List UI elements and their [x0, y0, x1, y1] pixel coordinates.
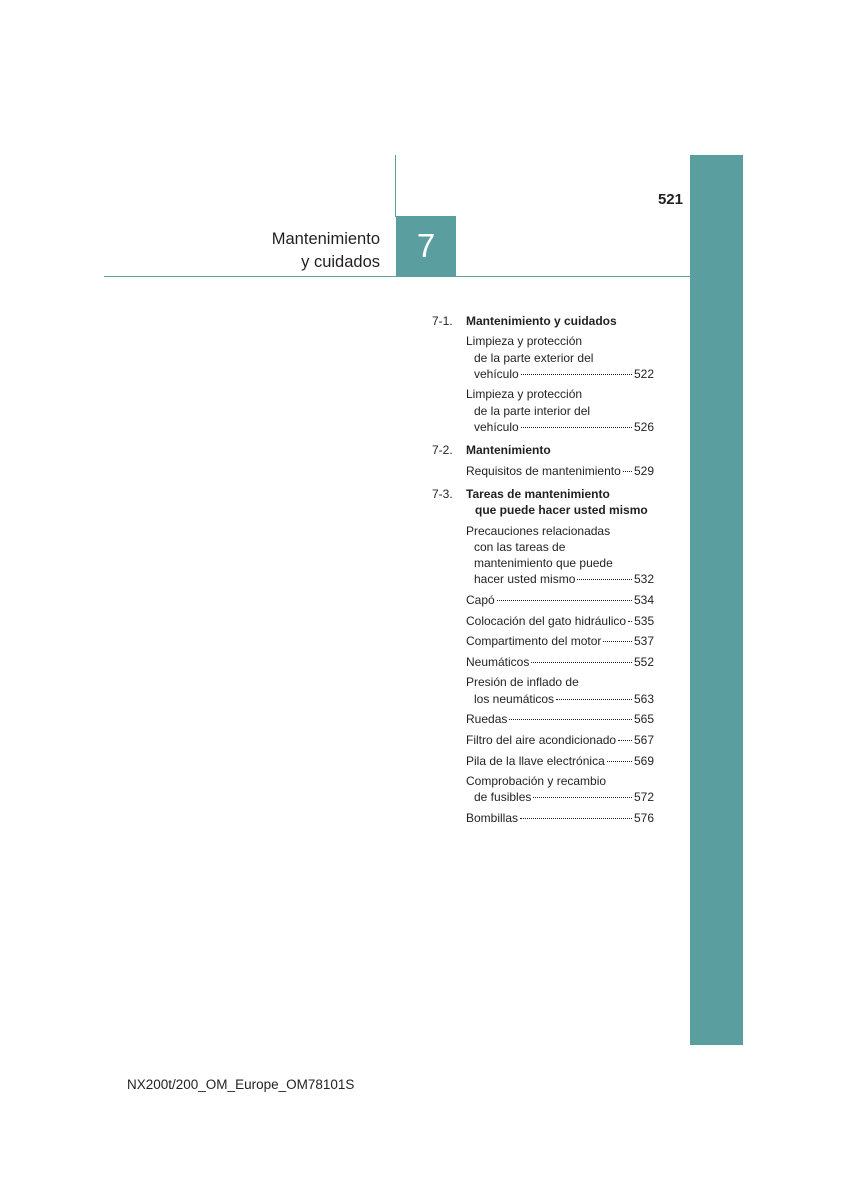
footer-document-id: NX200t/200_OM_Europe_OM78101S [127, 1077, 355, 1092]
chapter-title-line: y cuidados [301, 253, 380, 271]
dot-leader [521, 427, 632, 428]
entry-last-line [466, 654, 654, 670]
entry-last-line [466, 592, 654, 608]
entry-last-line [466, 463, 654, 479]
entry-page-number: 526 [633, 420, 654, 435]
entry-line: mantenimiento que puede [474, 556, 613, 571]
entry-last-line [466, 571, 654, 587]
toc-entry[interactable] [466, 753, 654, 769]
section-title [466, 442, 654, 458]
toc-entry[interactable] [466, 773, 654, 806]
toc-entry[interactable] [466, 592, 654, 608]
section-number: 7-3. [432, 486, 453, 501]
entry-line: de la parte interior del [474, 403, 591, 418]
toc-entry[interactable] [466, 732, 654, 748]
chapter-title [200, 228, 380, 274]
entry-line: hacer usted mismo [474, 572, 576, 587]
dot-leader [497, 600, 632, 601]
toc-entry[interactable] [466, 810, 654, 826]
dot-leader [556, 699, 632, 700]
entry-last-line [466, 613, 654, 629]
toc-entry[interactable] [466, 333, 654, 382]
entry-line: Precauciones relacionadas [466, 523, 611, 538]
toc-entry[interactable] [466, 613, 654, 629]
section-title-line: Mantenimiento y cuidados [466, 314, 617, 328]
toc-section [432, 442, 654, 479]
entry-line: Pila de la llave electrónica [466, 753, 605, 768]
dot-leader [628, 621, 632, 622]
toc-entry[interactable] [466, 386, 654, 435]
entry-page-number: 535 [634, 613, 655, 628]
entry-page-number: 567 [633, 732, 654, 747]
section-number: 7-2. [432, 443, 453, 458]
header-horizontal-rule [104, 276, 691, 277]
entry-last-line [466, 732, 654, 748]
entry-line: Presión de inflado de [466, 675, 579, 690]
section-title-line: Mantenimiento [466, 443, 551, 458]
entry-page-number: 576 [633, 810, 654, 825]
dot-leader [603, 641, 632, 642]
page-number: 521 [657, 191, 683, 208]
entry-line: Limpieza y protección [466, 387, 583, 402]
entry-last-line [466, 691, 654, 707]
entry-line: con las tareas de [474, 539, 566, 554]
toc-entry[interactable] [466, 633, 654, 649]
entry-last-line [466, 711, 654, 727]
entry-line: vehículo [474, 420, 519, 435]
entry-page-number: 569 [633, 753, 654, 768]
entry-line: Comprobación y recambio [466, 774, 607, 789]
entry-page-number: 552 [633, 654, 654, 669]
dot-leader [533, 797, 632, 798]
entry-line: vehículo [474, 366, 519, 381]
dot-leader [577, 579, 632, 580]
toc-entry[interactable] [466, 711, 654, 727]
toc-section [432, 486, 654, 826]
chapter-side-tab [690, 155, 743, 1045]
section-title-line: Tareas de mantenimiento [466, 486, 610, 501]
toc-entries [466, 333, 654, 435]
entry-line: Neumáticos [466, 654, 530, 669]
table-of-contents [432, 313, 654, 833]
entry-page-number: 563 [633, 691, 654, 706]
section-title-line: que puede hacer usted mismo [475, 503, 648, 518]
entry-line: Ruedas [466, 712, 508, 727]
entry-line: Filtro del aire acondicionado [466, 732, 617, 747]
entry-last-line [466, 419, 654, 435]
entry-last-line [466, 810, 654, 826]
toc-entry[interactable] [466, 674, 654, 707]
toc-entry[interactable] [466, 463, 654, 479]
entry-line: Limpieza y protección [466, 334, 583, 349]
chapter-number-box: 7 [396, 216, 456, 276]
entry-page-number: 572 [633, 790, 654, 805]
dot-leader [618, 740, 632, 741]
section-number: 7-1. [432, 314, 453, 328]
entry-line: de fusibles [474, 790, 532, 805]
entry-page-number: 537 [633, 634, 654, 649]
dot-leader [623, 471, 632, 472]
dot-leader [521, 374, 632, 375]
chapter-title-line: Mantenimiento [271, 230, 380, 248]
toc-section [432, 313, 654, 435]
dot-leader [531, 662, 632, 663]
entry-line: Requisitos de mantenimiento [466, 463, 621, 478]
toc-entry[interactable] [466, 654, 654, 670]
entry-page-number: 529 [633, 463, 654, 478]
entry-page-number: 532 [633, 572, 654, 587]
entry-line: de la parte exterior del [474, 350, 594, 365]
entry-line: Colocación del gato hidráulico [466, 613, 627, 628]
toc-entry[interactable] [466, 523, 654, 588]
entry-line: los neumáticos [474, 691, 555, 706]
dot-leader [607, 761, 632, 762]
entry-page-number: 534 [633, 593, 654, 608]
entry-line: Bombillas [466, 810, 519, 825]
dot-leader [520, 818, 632, 819]
entry-last-line [466, 753, 654, 769]
entry-line: Capó [466, 593, 495, 608]
dot-leader [509, 719, 632, 720]
header-vertical-rule [395, 155, 396, 217]
section-title [466, 486, 654, 519]
entry-page-number: 565 [633, 712, 654, 727]
toc-entries [466, 523, 654, 827]
entry-last-line [466, 789, 654, 805]
entry-last-line [466, 633, 654, 649]
toc-entries [466, 463, 654, 479]
section-title [466, 313, 654, 329]
entry-page-number: 522 [633, 366, 654, 381]
entry-last-line [466, 366, 654, 382]
entry-line: Compartimento del motor [466, 634, 602, 649]
